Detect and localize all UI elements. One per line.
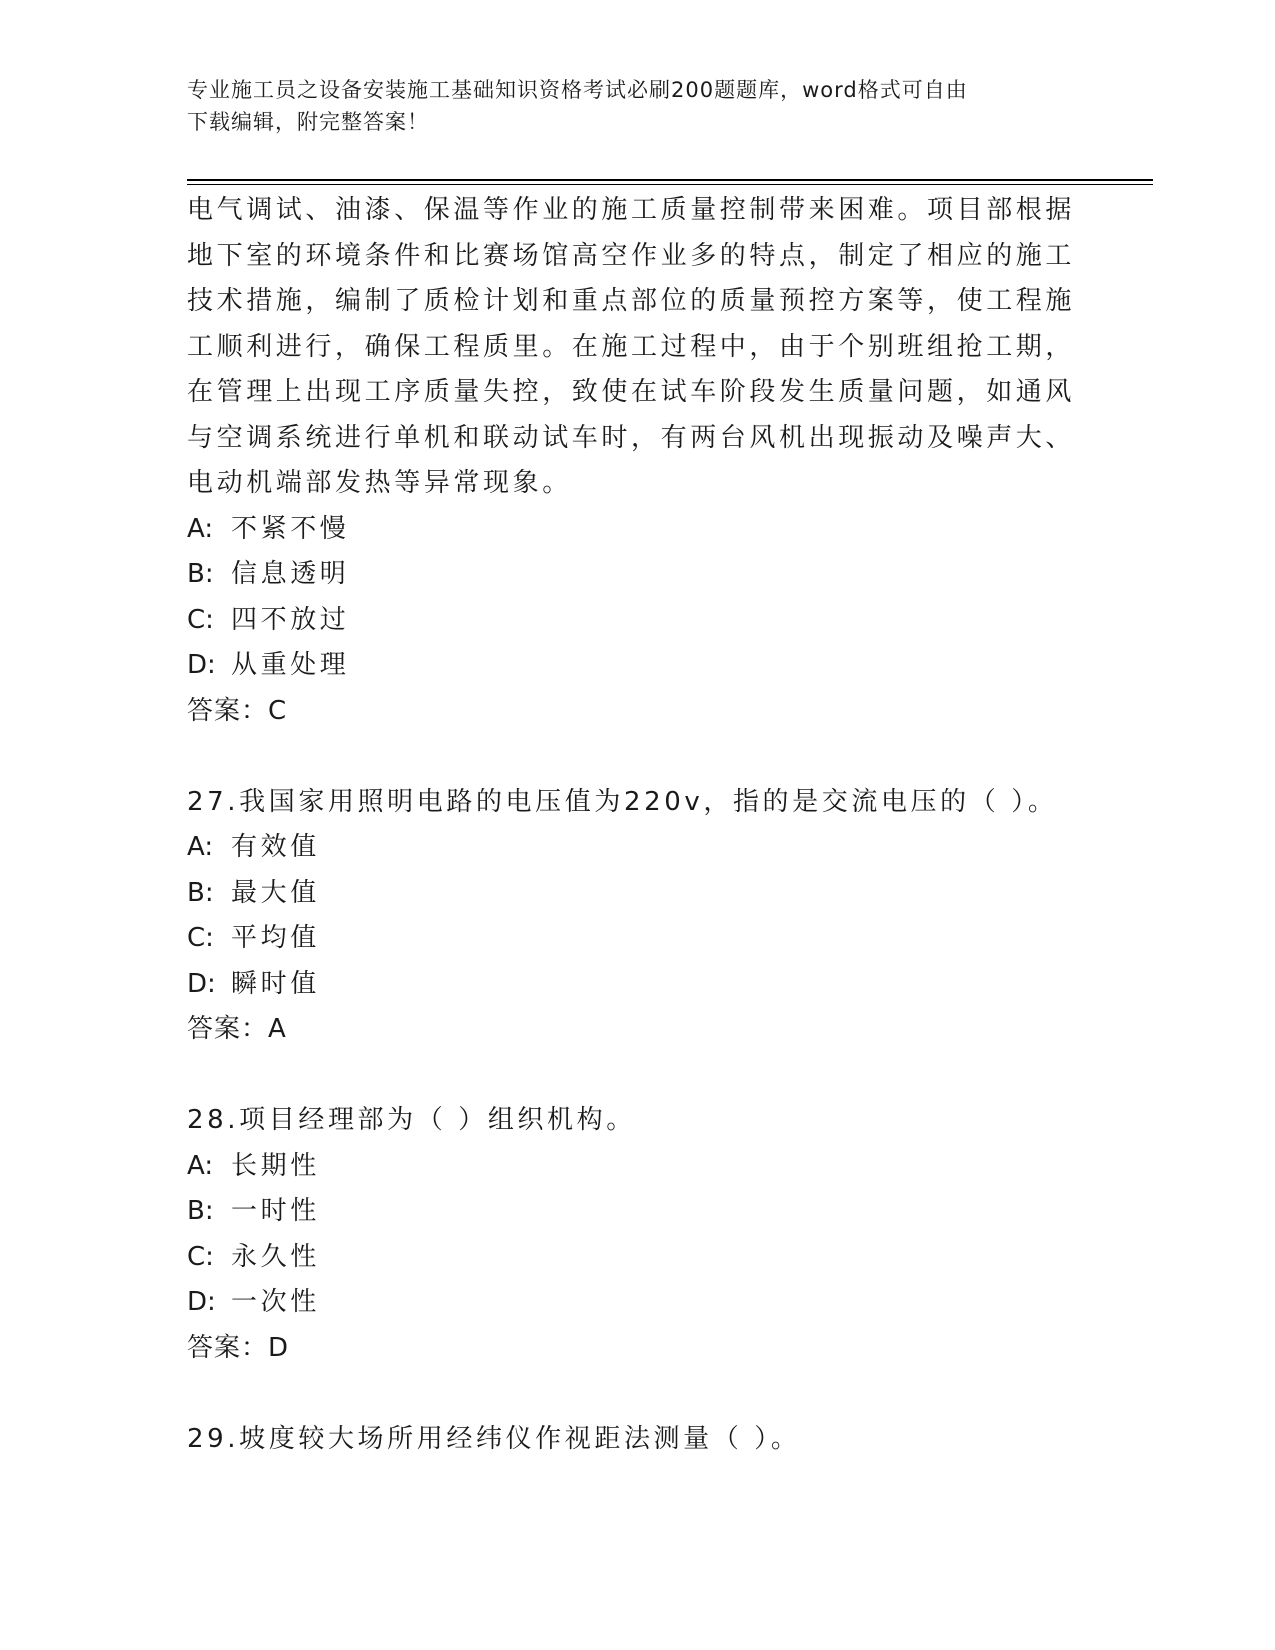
option-text: 永久性: [231, 1241, 320, 1272]
option-text: 长期性: [231, 1150, 320, 1181]
option-d: [187, 643, 1087, 689]
option-letter: A:: [187, 1150, 214, 1181]
spacer: [187, 1371, 1087, 1417]
header-line-1: 专业施工员之设备安装施工基础知识资格考试必刷200题题库，word格式可自由: [187, 78, 968, 102]
question-title: 28.项目经理部为（ ）组织机构。: [187, 1105, 636, 1135]
option-c: [187, 1235, 1087, 1281]
option-text: 瞬时值: [231, 968, 320, 999]
option-letter: D:: [187, 1287, 216, 1317]
option-text: 一时性: [231, 1196, 320, 1226]
option-text: 信息透明: [231, 559, 350, 589]
option-letter: C:: [187, 604, 214, 635]
option-a: [187, 825, 1087, 871]
option-c: [187, 598, 1087, 644]
paragraph-line: 与空调系统进行单机和联动试车时，有两台风机出现振动及噪声大、: [187, 422, 1076, 453]
paragraph-line: 在管理上出现工序质量失控，致使在试车阶段发生质量问题，如通风: [187, 377, 1076, 407]
option-a: [187, 1144, 1087, 1190]
question-title: 29.坡度较大场所用经纬仪作视距法测量（ ）。: [187, 1423, 801, 1454]
paragraph-line: 技术措施，编制了质检计划和重点部位的质量预控方案等，使工程施: [187, 286, 1076, 316]
option-text: 不紧不慢: [231, 513, 350, 544]
question-27: [187, 780, 1087, 1053]
option-letter: B:: [187, 1196, 214, 1226]
header-rule-thick: [187, 179, 1153, 181]
option-text: 从重处理: [231, 650, 350, 680]
spacer: [187, 1053, 1087, 1099]
option-letter: B:: [187, 559, 214, 589]
option-a: [187, 507, 1087, 553]
answer-line: 答案：D: [187, 1332, 290, 1363]
header-line-2: 下载编辑，附完整答案！: [187, 110, 429, 134]
option-d: [187, 1280, 1087, 1326]
option-letter: C:: [187, 1241, 214, 1272]
answer-line: 答案：C: [187, 695, 288, 726]
option-text: 一次性: [231, 1287, 320, 1317]
paragraph-line: 工顺利进行，确保工程质里。在施工过程中，由于个别班组抢工期，: [187, 331, 1076, 362]
paragraph-line: 电气调试、油漆、保温等作业的施工质量控制带来困难。项目部根据: [187, 195, 1076, 225]
option-letter: D:: [187, 968, 216, 999]
option-d: [187, 962, 1087, 1008]
option-letter: A:: [187, 832, 214, 862]
spacer: [187, 734, 1087, 780]
option-letter: A:: [187, 513, 214, 544]
document-header: [187, 74, 1067, 138]
option-b: [187, 552, 1087, 598]
option-c: [187, 916, 1087, 962]
document-body: [187, 188, 1087, 1462]
option-text: 平均值: [231, 923, 320, 953]
option-letter: C:: [187, 923, 214, 953]
option-b: [187, 871, 1087, 917]
option-letter: B:: [187, 877, 214, 908]
answer-line: 答案：A: [187, 1014, 287, 1044]
option-text: 四不放过: [231, 604, 350, 635]
question-title: 27.我国家用照明电路的电压值为220v，指的是交流电压的（ ）。: [187, 786, 1058, 817]
question-29: [187, 1417, 1087, 1463]
option-text: 有效值: [231, 832, 320, 862]
paragraph-line: 地下室的环境条件和比赛场馆高空作业多的特点，制定了相应的施工: [187, 240, 1076, 271]
option-letter: D:: [187, 650, 216, 680]
question-28: [187, 1098, 1087, 1371]
option-text: 最大值: [231, 877, 320, 908]
intro-paragraph: [187, 188, 1087, 507]
intro-options: [187, 507, 1087, 689]
header-rule-thin: [187, 184, 1153, 185]
option-b: [187, 1189, 1087, 1235]
paragraph-line: 电动机端部发热等异常现象。: [187, 468, 572, 498]
